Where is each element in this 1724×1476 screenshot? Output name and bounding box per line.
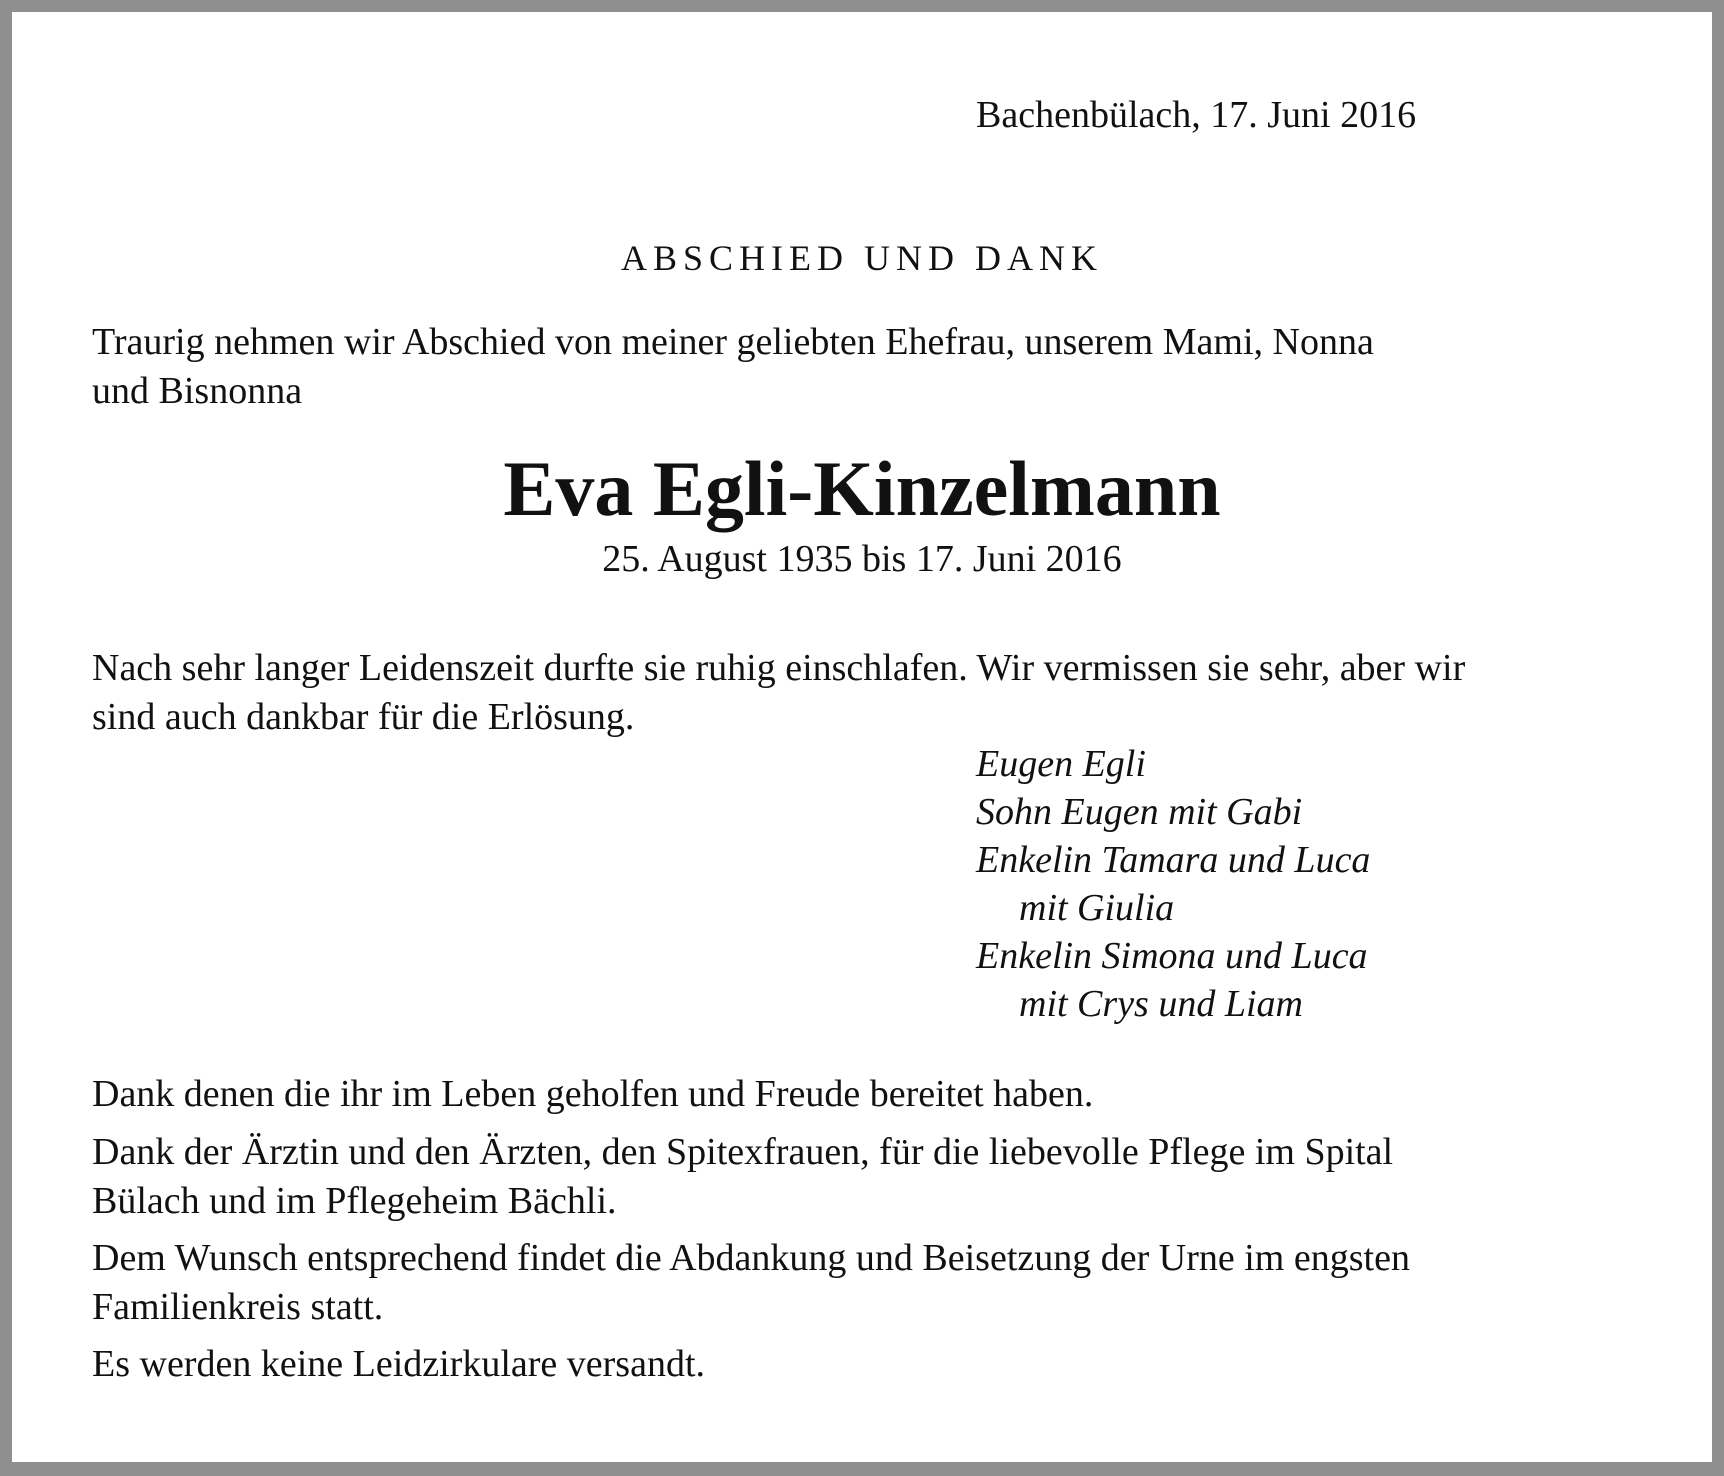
life-dates: 25. August 1935 bis 17. Juni 2016 xyxy=(602,538,1122,580)
paragraph-passing xyxy=(92,644,1465,742)
intro-text xyxy=(92,318,1374,416)
family-member-continuation: mit Crys und Liam xyxy=(1019,983,1303,1025)
paragraph-thanks-life: Dank denen die ihr im Leben geholfen und Freude bereitet haben. xyxy=(92,1073,1094,1115)
intro-line-1: Traurig nehmen wir Abschied von meiner geliebten Ehefrau, unserem Mami, Nonna xyxy=(92,321,1374,363)
intro-line-2: und Bisnonna xyxy=(92,370,303,412)
deceased-name: Eva Egli-Kinzelmann xyxy=(503,445,1221,532)
family-member: Enkelin Tamara und Luca xyxy=(976,839,1371,881)
paragraph-passing-line-1: Nach sehr langer Leidenszeit durfte sie ruhig einschlafen. Wir vermissen sie sehr, aber wir xyxy=(92,647,1466,689)
family-member: Eugen Egli xyxy=(976,743,1146,785)
paragraph-passing-line-2: sind auch dankbar für die Erlösung. xyxy=(92,696,635,738)
obituary-notice xyxy=(12,12,1712,1462)
place-date: Bachenbülach, 17. Juni 2016 xyxy=(976,94,1417,136)
notice-heading: ABSCHIED UND DANK xyxy=(620,238,1103,278)
paragraph-funeral-line-1: Dem Wunsch entsprechend findet die Abdankung und Beisetzung der Urne im engsten xyxy=(92,1237,1410,1279)
family-member: Sohn Eugen mit Gabi xyxy=(976,791,1303,833)
paragraph-thanks-care-line-1: Dank der Ärztin und den Ärzten, den Spitexfrauen, für die liebevolle Pflege im Spital xyxy=(92,1131,1394,1173)
paragraph-funeral-line-2: Familienkreis statt. xyxy=(92,1286,384,1328)
family-member: Enkelin Simona und Luca xyxy=(976,935,1368,977)
paragraph-thanks-care xyxy=(92,1128,1393,1226)
family-member-continuation: mit Giulia xyxy=(1019,887,1175,929)
family-signatures xyxy=(976,740,1370,1028)
paragraph-no-circulars: Es werden keine Leidzirkulare versandt. xyxy=(92,1343,706,1385)
paragraph-thanks-care-line-2: Bülach und im Pflegeheim Bächli. xyxy=(92,1180,617,1222)
paragraph-funeral xyxy=(92,1234,1410,1332)
